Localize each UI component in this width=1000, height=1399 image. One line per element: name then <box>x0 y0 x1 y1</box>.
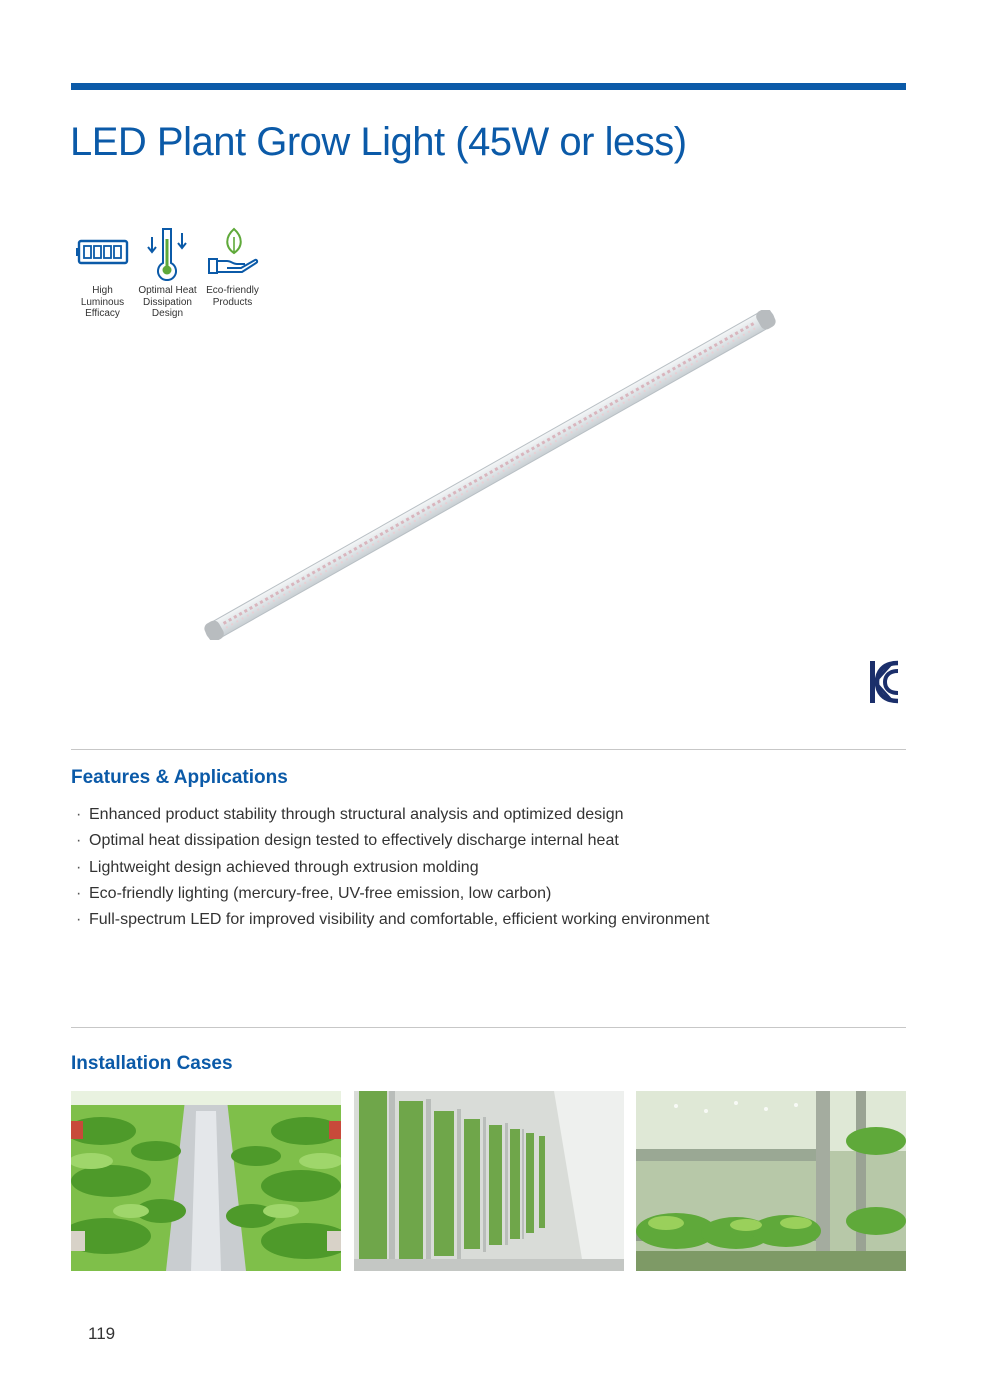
list-item-text: Enhanced product stability through structural analysis and optimized design <box>89 806 624 823</box>
list-item <box>76 855 709 881</box>
list-item-text: Full-spectrum LED for improved visibility and comfortable, efficient working environment <box>89 911 710 929</box>
list-item <box>76 828 709 854</box>
list-item <box>76 907 709 933</box>
top-accent-bar <box>71 83 906 90</box>
leaf-hand-icon <box>205 225 261 281</box>
bullet: · <box>76 806 82 823</box>
bullet: · <box>76 911 82 929</box>
feature-icon-label: High Luminous Efficacy <box>80 285 125 319</box>
section-divider <box>71 749 906 750</box>
installation-heading: Installation Cases <box>71 1053 233 1074</box>
bullet: · <box>76 858 82 876</box>
page-title: LED Plant Grow Light (45W or less) <box>70 120 687 164</box>
list-item-text: Lightweight design achieved through extrusion molding <box>89 858 479 876</box>
battery-icon <box>75 225 131 281</box>
led-tube-product-image <box>190 310 790 640</box>
list-item <box>76 802 709 828</box>
list-item-text: Optimal heat dissipation design tested to effectively discharge internal heat <box>89 832 619 850</box>
list-item-text: Eco-friendly lighting (mercury-free, UV-free emission, low carbon) <box>89 884 552 902</box>
vertical-farm-corridor-photo <box>71 1091 341 1271</box>
feature-icon-label: Eco-friendly Products <box>206 285 259 308</box>
feature-list <box>76 802 709 933</box>
section-divider <box>71 1027 906 1028</box>
feature-icon-label: Optimal Heat Dissipation Design <box>138 285 197 319</box>
page-number: 119 <box>88 1324 116 1343</box>
bullet: · <box>76 884 82 902</box>
feature-icon-row <box>70 225 265 320</box>
list-item <box>76 881 709 907</box>
feature-eco-friendly <box>200 225 265 320</box>
features-heading: Features & Applications <box>71 767 288 788</box>
thermometer-icon <box>140 225 196 281</box>
feature-high-luminous-efficacy <box>70 225 135 320</box>
hydroponic-rack-photo <box>354 1091 624 1271</box>
kc-certification-mark <box>868 658 902 706</box>
bullet: · <box>76 832 82 850</box>
feature-heat-dissipation <box>135 225 200 320</box>
lettuce-shelf-photo <box>636 1091 906 1271</box>
